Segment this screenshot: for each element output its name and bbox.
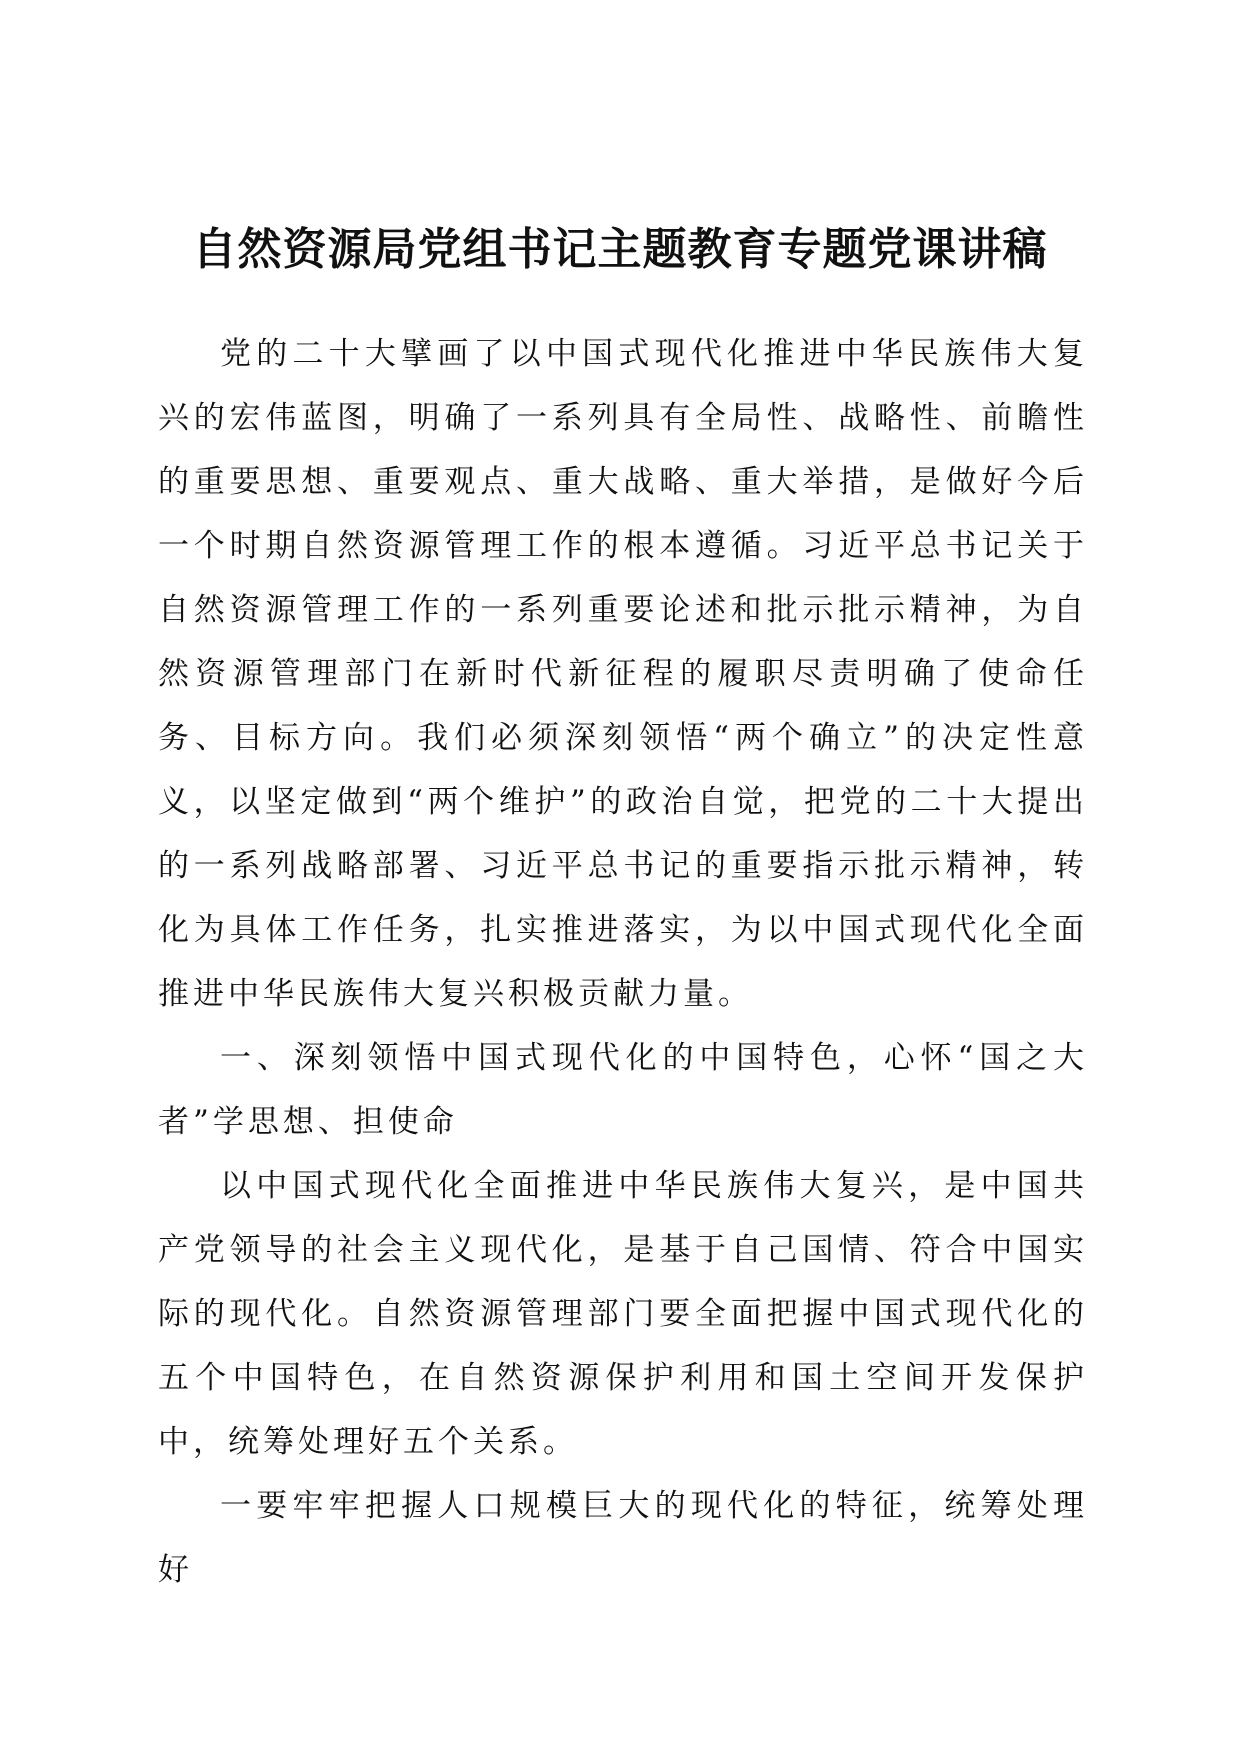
document-title: 自然资源局党组书记主题教育专题党课讲稿 (192, 224, 1048, 275)
document-body (158, 322, 1088, 1602)
paragraph-intro: 党的二十大擘画了以中国式现代化推进中华民族伟大复兴的宏伟蓝图，明确了一系列具有全局性、战略性、前瞻性的重要思想、重要观点、重大战略、重大举措，是做好今后一个时期自然资源管理工作的根本遵循。习近平总书记关于自然资源管理工作的一系列重要论述和批示批示精神，为自然资源管理部门在新时代新征程的履职尽责明确了使命任务、目标方向。我们必须深刻领悟“两个确立”的决定性意义，以坚定做到“两个维护”的政治自觉，把党的二十大提出的一系列战略部署、习近平总书记的重要指示批示精神，转化为具体工作任务，扎实推进落实，为以中国式现代化全面推进中华民族伟大复兴积极贡献力量。 (158, 336, 1088, 1012)
section-heading-1: 一、深刻领悟中国式现代化的中国特色，心怀“国之大者”学思想、担使命 (158, 1040, 1088, 1140)
paragraph-point-1: 一要牢牢把握人口规模巨大的现代化的特征，统筹处理好 (158, 1488, 1088, 1588)
paragraph-section-1: 以中国式现代化全面推进中华民族伟大复兴，是中国共产党领导的社会主义现代化，是基于自己国情、符合中国实际的现代化。自然资源管理部门要全面把握中国式现代化的五个中国特色，在自然资源保护利用和国土空间开发保护中，统筹处理好五个关系。 (158, 1168, 1088, 1460)
